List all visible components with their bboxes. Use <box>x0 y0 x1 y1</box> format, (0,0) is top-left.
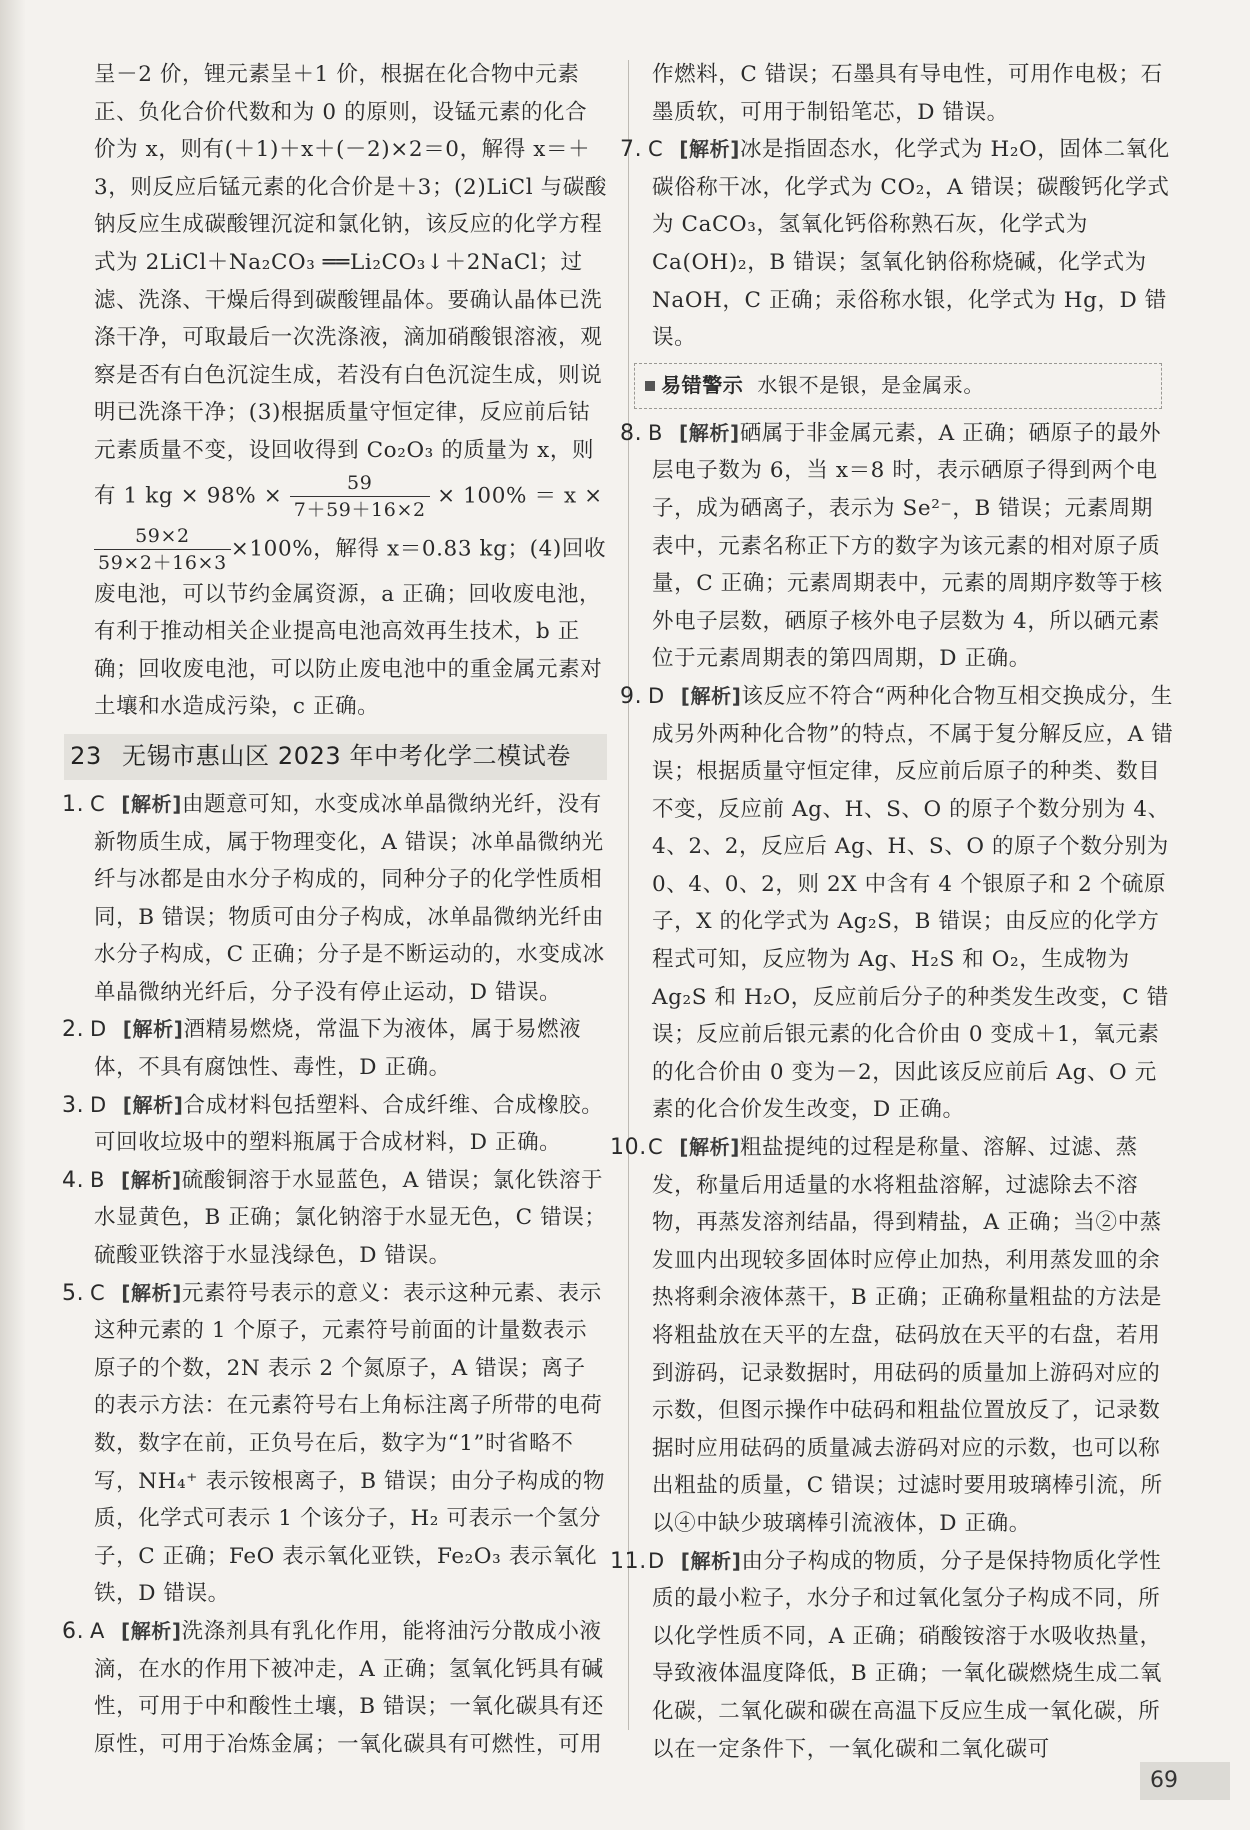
fraction-denominator: 7＋59＋16×2 <box>293 498 426 521</box>
item-explanation: 由题意可知，水变成冰单晶微纳光纤，没有新物质生成，属于物理变化，A 错误；冰单晶微纳光纤与冰都是由水分子构成的，同种分子的化学性质相同，B 错误；物质可由分子构成，冰单晶微纳光纤由水分子构成，C 正确；分子是不断运动的，水变成冰单晶微纳光纤后，分子没有停止运动，D 错误。 <box>94 791 605 1005</box>
item-number: 2. <box>62 1017 85 1043</box>
item-answer: D <box>90 1092 107 1117</box>
answer-item <box>62 1087 607 1162</box>
error-warning-box <box>634 363 1162 409</box>
item-explanation: 合成材料包括塑料、合成纤维、合成橡胶。可回收垃圾中的塑料瓶属于合成材料，D 正确。 <box>94 1092 604 1156</box>
item-answer: C <box>90 1280 106 1305</box>
item-number: 4. <box>62 1167 85 1193</box>
warning-label: 易错警示 <box>661 372 744 397</box>
item-explanation: 洗涤剂具有乳化作用，能将油污分散成小液滴，在水的作用下被冲走，A 正确；氢氧化钙具有碱性，可用于中和酸性土壤，B 错误；一氧化碳具有还原性，可用于冶炼金属；一氧化碳具有可燃性，可用 <box>94 1618 605 1757</box>
section-title: 无锡市惠山区 2023 年中考化学二模试卷 <box>122 742 571 771</box>
item-answer: D <box>648 1548 665 1573</box>
equation-text: 有 1 kg × 98% × <box>94 483 283 509</box>
item-explanation: 该反应不符合“两种化合物互相交换成分，生成另外两种化合物”的特点，不属于复分解反应，A 错误；根据质量守恒定律，反应前后原子的种类、数目不变，反应前 Ag、H、S、O 的原子个数分别为 4、4、2、2，反应后 Ag、H、S、O 的原子个数分别为 0、4、0、2，则 2X 中含有 4 个银原子和 2 个硫原子，X 的化学式为 Ag₂S，B 错误；由反应的化学方程式可知，反应物为 Ag、H₂S 和 O₂，生成物为 Ag₂S 和 H₂O，反应前后分子的种类发生改变，C 错误；反应前后银元素的化合价由 0 变成＋1，氧元素的化合价由 0 变为－2，因此该反应前后 Ag、O 元素的化合价发生改变，D 正确。 <box>652 683 1174 1123</box>
item-answer: D <box>648 683 665 708</box>
analysis-tag: [解析] <box>679 137 740 162</box>
square-bullet-icon <box>645 381 655 391</box>
answer-item <box>62 786 607 1012</box>
analysis-tag: [解析] <box>121 1280 182 1305</box>
item-number: 7. <box>620 137 643 163</box>
answer-item <box>62 1613 607 1763</box>
item-explanation: 元素符号表示的意义：表示这种元素、表示这种元素的 1 个原子，元素符号前面的计量数表示原子的个数，2N 表示 2 个氮原子，A 错误；离子的表示方法：在元素符号右上角标注离子所带的电荷数，数字在前，正负号在后，数字为“1”时省略不写，NH₄⁺ 表示铵根离子，B 错误；由分子构成的物质，化学式可表示 1 个该分子，H₂ 可表示一个氢分子，C 正确；FeO 表示氧化亚铁，Fe₂O₃ 表示氧化铁，D 错误。 <box>94 1280 606 1607</box>
item-number: 9. <box>620 683 643 709</box>
item-number: 11. <box>610 1548 647 1574</box>
item-explanation: 粗盐提纯的过程是称量、溶解、过滤、蒸发，称量后用适量的水将粗盐溶解，过滤除去不溶物，再蒸发溶剂结晶，得到精盐，A 正确；当②中蒸发皿内出现较多固体时应停止加热，利用蒸发皿的余热将剩余液体蒸干，B 正确；正确称量粗盐的方法是将粗盐放在天平的左盘，砝码放在天平的右盘，若用到游码，记录数据时，用砝码的质量加上游码对应的示数，但图示操作中砝码和粗盐位置放反了，记录数据时应用砝码的质量减去游码对应的示数，也可以称出粗盐的质量，C 错误；过滤时要用玻璃棒引流，所以④中缺少玻璃棒引流液体，D 正确。 <box>652 1135 1163 1536</box>
answer-item <box>620 415 1174 678</box>
item-number: 10. <box>610 1135 647 1161</box>
equation-text: × 100% ＝ x × <box>437 483 603 509</box>
item-explanation: 由分子构成的物质，分子是保持物质化学性质的最小粒子，水分子和过氧化氢分子构成不同，所以化学性质不同，A 正确；硝酸铵溶于水吸收热量，导致液体温度降低，B 正确；一氧化碳燃烧生成二氧化碳，二氧化碳和碳在高温下反应生成一氧化碳，所以在一定条件下，一氧化碳和二氧化碳可 <box>652 1548 1163 1762</box>
answer-item <box>620 131 1174 357</box>
answer-item <box>620 678 1174 1129</box>
column-divider <box>628 60 629 1730</box>
item-answer: A <box>90 1618 105 1643</box>
section-number: 23 <box>70 742 102 771</box>
analysis-tag: [解析] <box>121 1167 182 1192</box>
analysis-tag: [解析] <box>679 1135 740 1160</box>
item-answer: B <box>90 1167 106 1192</box>
item-explanation: 硒属于非金属元素，A 正确；硒原子的最外层电子数为 6，当 x＝8 时，表示硒原子得到两个电子，成为硒离子，表示为 Se²⁻，B 错误；元素周期表中，元素名称正下方的数字为该元素的相对原子质量，C 正确；元素周期表中，元素的周期序数等于核外电子层数，硒原子核外电子层数为 4，所以硒元素位于元素周期表的第四周期，D 正确。 <box>652 420 1163 672</box>
answer-item <box>610 1129 1174 1543</box>
item-answer: B <box>648 420 664 445</box>
equation-text: ×100%，解得 x＝0.83 kg；(4)回收废电池，可以节约金属资源，a 正确；回收废电池，有利于推动相关企业提高电池高效再生技术，b 正确；回收废电池，可以防止废电池中的重金属元素对土壤和水造成污染，c 正确。 <box>94 536 607 720</box>
item-number: 8. <box>620 420 643 446</box>
analysis-tag: [解析] <box>679 420 740 445</box>
continued-paragraph: 作燃料，C 错误；石墨具有导电性，可用作电极；石墨质软，可用于制铅笔芯，D 错误。 <box>652 62 1163 125</box>
analysis-tag: [解析] <box>121 791 182 816</box>
answer-item <box>62 1162 607 1275</box>
continued-paragraph: 呈－2 价，锂元素呈＋1 价，根据在化合物中元素正、负化合价代数和为 0 的原则，设锰元素的化合价为 x，则有(＋1)＋x＋(－2)×2＝0，解得 x＝＋3，则反应后锰元素的化合价是＋3；(2)LiCl 与碳酸钠反应生成碳酸锂沉淀和氯化钠，该反应的化学方程式为 2LiCl＋Na₂CO₃ ══Li₂CO₃↓＋2NaCl；过滤、洗涤、干燥后得到碳酸锂晶体。要确认晶体已洗涤干净，可取最后一次洗涤液，滴加硝酸银溶液，观察是否有白色沉淀生成，若没有白色沉淀生成，则说明已洗涤干净；(3)根据质量守恒定律，反应前后钴元素质量不变，设回收得到 Co₂O₃ 的质量为 x，则 <box>94 62 607 463</box>
warning-text: 水银不是银，是金属汞。 <box>757 372 985 397</box>
page-binding-shadow <box>0 0 26 1830</box>
fraction <box>290 470 430 523</box>
answer-item <box>62 1011 607 1086</box>
equation-line-2 <box>94 523 607 726</box>
item-number: 3. <box>62 1092 85 1118</box>
section-heading <box>64 734 607 780</box>
item-answer: D <box>90 1017 107 1042</box>
item-answer: C <box>90 791 106 816</box>
right-column <box>610 56 1174 1768</box>
answer-item <box>610 1543 1174 1769</box>
analysis-tag: [解析] <box>122 1092 184 1117</box>
fraction-numerator: 59×2 <box>94 523 231 550</box>
item-explanation: 冰是指固态水，化学式为 H₂O，固体二氧化碳俗称干冰，化学式为 CO₂，A 错误；碳酸钙化学式为 CaCO₃，氢氧化钙俗称熟石灰，化学式为 Ca(OH)₂，B 错误；氢氧化钠俗称烧碱，化学式为 NaOH，C 正确；汞俗称水银，化学式为 Hg，D 错误。 <box>652 137 1170 351</box>
analysis-tag: [解析] <box>120 1618 182 1643</box>
fraction-denominator: 59×2＋16×3 <box>98 551 227 574</box>
item-explanation: 硫酸铜溶于水显蓝色，A 错误；氯化铁溶于水显黄色，B 正确；氯化钠溶于水显无色，C 错误；硫酸亚铁溶于水显浅绿色，D 错误。 <box>94 1167 607 1269</box>
fraction <box>94 523 231 576</box>
answer-item <box>62 1275 607 1613</box>
left-column <box>62 56 607 1763</box>
item-number: 5. <box>62 1280 85 1306</box>
item-number: 6. <box>62 1618 85 1644</box>
fraction-numerator: 59 <box>290 470 430 497</box>
equation-line-1 <box>94 470 607 523</box>
item-answer: C <box>648 137 664 162</box>
item-number: 1. <box>62 791 85 817</box>
analysis-tag: [解析] <box>680 683 742 708</box>
item-explanation: 酒精易燃烧，常温下为液体，属于易燃液体，不具有腐蚀性、毒性，D 正确。 <box>94 1017 582 1081</box>
item-answer: C <box>648 1135 664 1160</box>
analysis-tag: [解析] <box>680 1548 742 1573</box>
analysis-tag: [解析] <box>122 1017 184 1042</box>
page-number: 69 <box>1140 1762 1230 1800</box>
